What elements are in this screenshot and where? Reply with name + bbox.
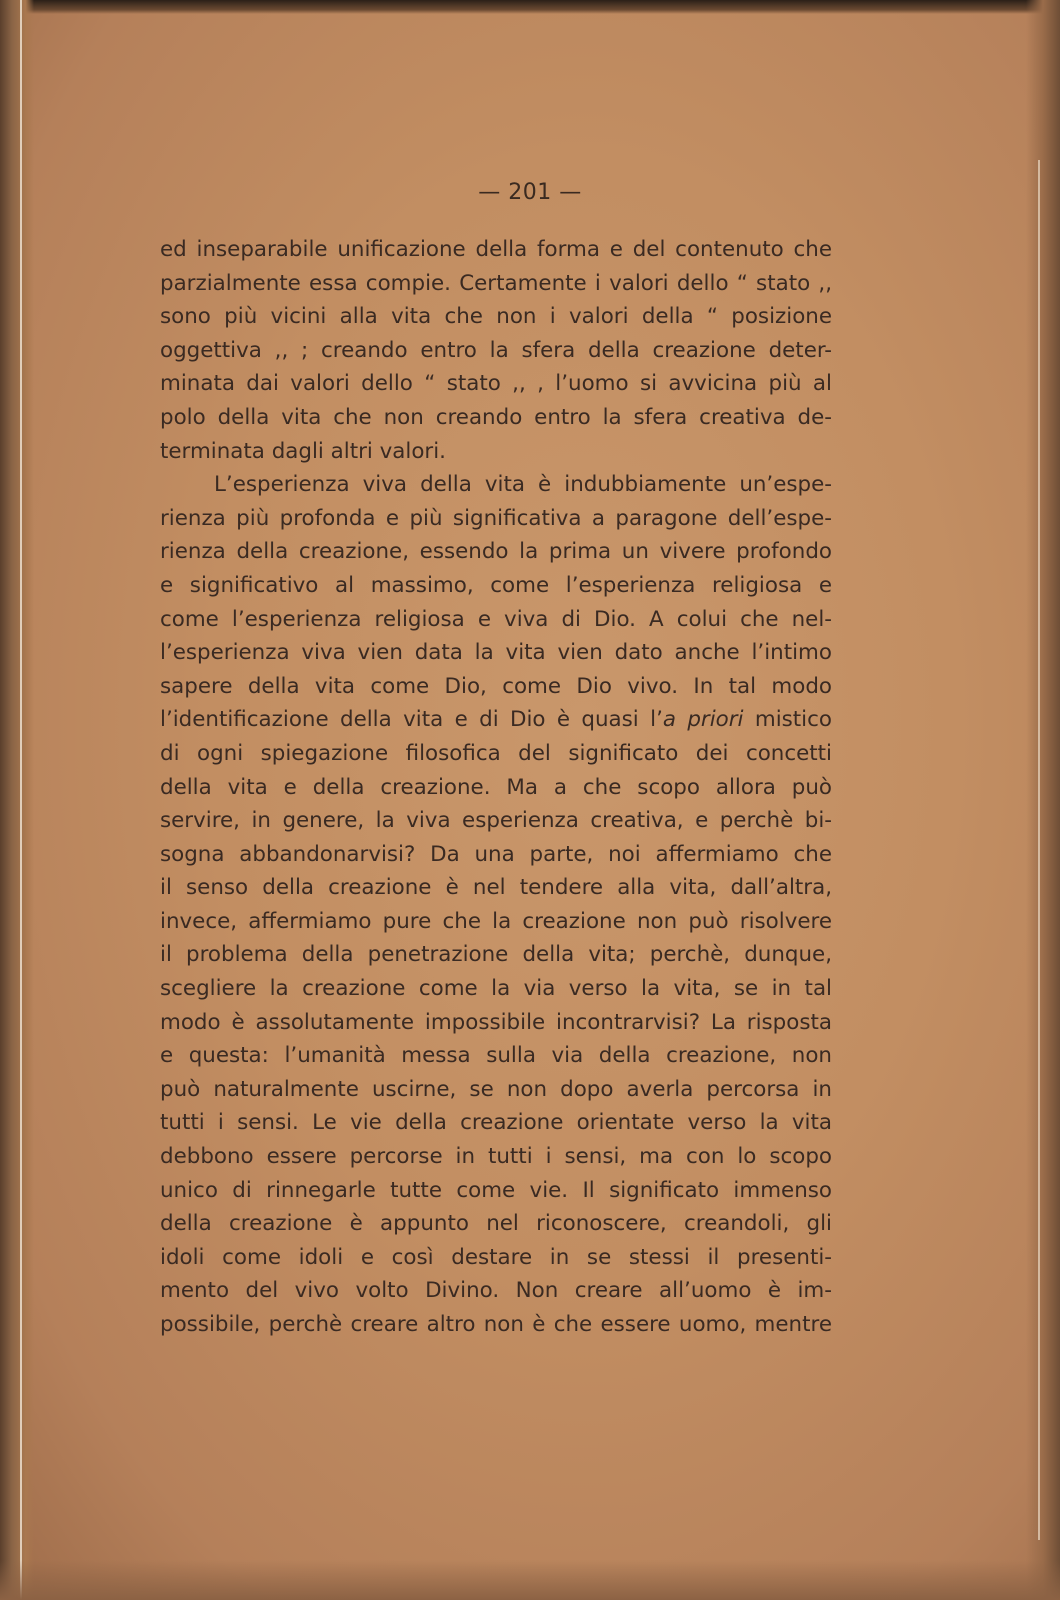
text-line: e questa: l’umanità messa sulla via della creazione, non — [160, 1043, 832, 1069]
text-line: scegliere la creazione come la via verso la vita, se in tal — [160, 976, 832, 1002]
text-line: ed inseparabile unificazione della forma e del contenuto che — [160, 237, 832, 262]
page-number: — 201 — — [478, 180, 582, 205]
text-line: servire, in genere, la viva esperienza creativa, e perchè bi- — [160, 808, 832, 834]
text-line: debbono essere percorse in tutti i sensi, ma con lo scopo — [160, 1144, 832, 1170]
page-left-edge — [0, 0, 34, 1600]
text-line: parzialmente essa compie. Certamente i valori dello “ stato ,, — [160, 270, 832, 296]
text-line: sapere della vita come Dio, come Dio vivo. In tal modo — [160, 673, 832, 699]
text-line: tutti i sensi. Le vie della creazione orientate verso la vita — [160, 1110, 832, 1136]
text-line: oggettiva ,, ; creando entro la sfera della creazione deter- — [160, 337, 832, 363]
text-line-with-italic — [160, 703, 832, 737]
text-line: il problema della penetrazione della vita; perchè, dunque, — [160, 942, 832, 968]
page-right-edge — [1026, 0, 1060, 1600]
text-line: rienza più profonda e più significativa a paragone dell’espe- — [160, 505, 832, 531]
text-line: come l’esperienza religiosa e viva di Dio. A colui che nel- — [160, 606, 832, 632]
text-line: modo è assolutamente impossibile incontrarvisi? La risposta — [160, 1009, 832, 1035]
text-line: sono più vicini alla vita che non i valori della “ posizione — [160, 304, 832, 330]
text-line: sogna abbandonarvisi? Da una parte, noi affermiamo che — [160, 841, 832, 867]
text-segment: l’identificazione della vita e di Dio è quasi l’ — [160, 707, 663, 733]
paragraph-first-line: L’esperienza viva della vita è indubbiamente un’espe- — [214, 472, 832, 498]
text-line: l’esperienza viva vien data la vita vien dato anche l’intimo — [160, 640, 832, 666]
text-line: di ogni spiegazione filosofica del significato dei concetti — [160, 740, 832, 766]
text-line: polo della vita che non creando entro la sfera creativa de- — [160, 404, 832, 430]
text-line: della creazione è appunto nel riconoscere, creandoli, gli — [160, 1211, 832, 1237]
text-line: può naturalmente uscirne, se non dopo averla percorsa in — [160, 1076, 832, 1102]
text-line: invece, affermiamo pure che la creazione non può risolvere — [160, 908, 832, 934]
text-line: della vita e della creazione. Ma a che scopo allora può — [160, 774, 832, 800]
text-line: terminata dagli altri valori. — [160, 438, 446, 464]
text-line: mento del vivo volto Divino. Non creare all’uomo è im- — [160, 1278, 832, 1304]
text-line: e significativo al massimo, come l’esperienza religiosa e — [160, 572, 832, 598]
text-segment: mistico — [743, 707, 832, 733]
page-bottom-edge — [0, 1560, 1060, 1600]
italic-term: a priori — [662, 707, 744, 733]
page-top-edge — [0, 0, 1060, 14]
text-line: il senso della creazione è nel tendere alla vita, dall’altra, — [160, 875, 832, 901]
text-line: possibile, perchè creare altro non è che essere uomo, mentre — [160, 1312, 832, 1337]
body-text — [160, 233, 832, 1342]
text-line: minata dai valori dello “ stato ,, , l’uomo si avvicina più al — [160, 371, 832, 397]
text-line: idoli come idoli e così destare in se stessi il presenti- — [160, 1244, 832, 1270]
text-line: rienza della creazione, essendo la prima un vivere profondo — [160, 539, 832, 565]
text-line: unico di rinnegarle tutte come vie. Il significato immenso — [160, 1177, 832, 1203]
